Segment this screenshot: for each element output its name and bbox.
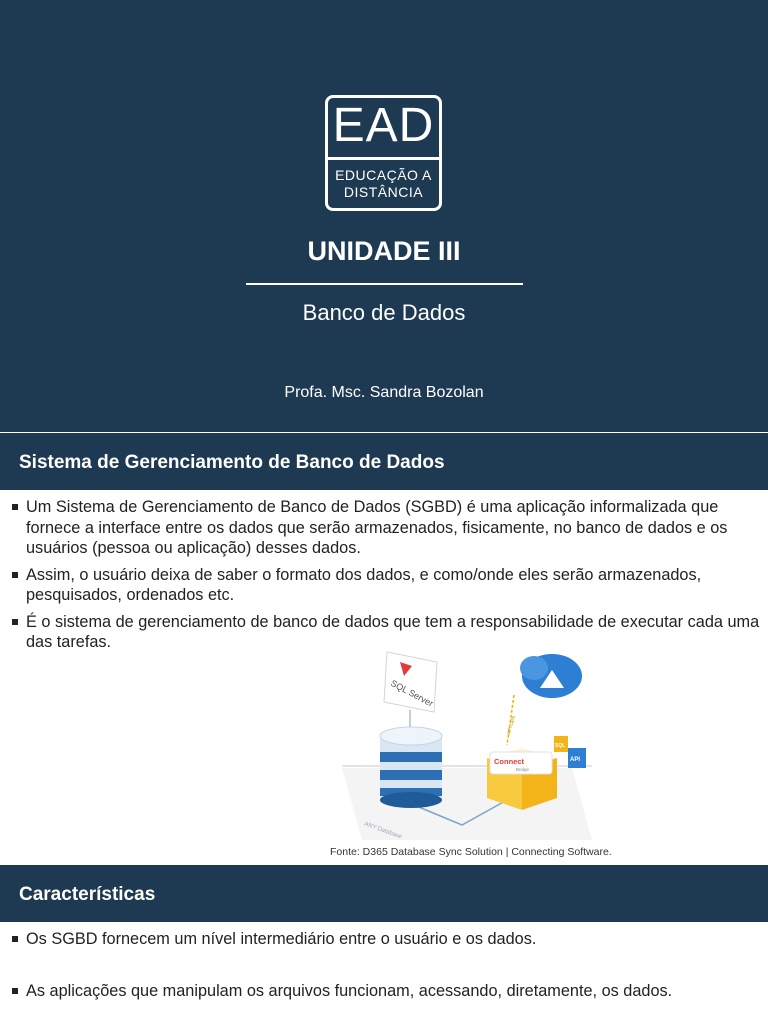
api-tags	[554, 736, 586, 768]
bullet-marker-icon	[12, 619, 18, 625]
database-cylinder-icon	[380, 727, 442, 808]
ead-logo	[325, 95, 442, 211]
cloud-icon	[520, 654, 582, 698]
logo-divider	[328, 157, 439, 160]
logo-line-2: DISTÂNCIA	[343, 184, 424, 200]
bullet-text: As aplicações que manipulam os arquivos funcionam, acessando, diretamente, os dados.	[26, 981, 673, 1000]
list-item	[10, 981, 762, 1002]
logo-main-text: EAD	[332, 99, 435, 152]
unit-title: UNIDADE III	[307, 236, 461, 266]
bullet-text: Um Sistema de Gerenciamento de Banco de Dados (SGBD) é uma aplicação informalizada que fornece a interface entre os dados que serão armazenados, fisicamente, no banco de dados e os usuários (pessoa ou aplicação) desses dados.	[26, 498, 728, 557]
db-bottom	[380, 792, 442, 808]
bullet-marker-icon	[12, 572, 18, 578]
api-calls-label: API calls	[506, 715, 517, 736]
bullet-text: Os SGBD fornecem um nível intermediário entre o usuário e os dados.	[26, 930, 537, 948]
list-item	[10, 497, 762, 559]
database-sync-illustration	[342, 640, 592, 845]
bullet-marker-icon	[12, 988, 18, 994]
bullet-marker-icon	[12, 936, 18, 942]
slide2-title: Características	[19, 884, 156, 905]
logo-subtitle	[328, 167, 439, 201]
slide2-bullet-list	[10, 929, 762, 1001]
connect-bridge-icon	[487, 748, 557, 810]
slide1-header	[0, 433, 768, 490]
connect-label: Connect	[494, 757, 524, 766]
sql-tag-label: SQL	[555, 743, 566, 749]
logo-line-1: EDUCAÇÃO A	[335, 167, 432, 183]
sql-server-label: SQL Server	[389, 677, 435, 709]
cloud-puff	[520, 656, 548, 680]
sql-server-card	[384, 652, 437, 732]
cover-slide	[0, 0, 768, 432]
bridge-label: Bridge	[516, 767, 530, 772]
illustration-svg	[342, 640, 592, 845]
bullet-marker-icon	[12, 504, 18, 510]
figure-caption: Fonte: D365 Database Sync Solution | Connecting Software.	[330, 846, 612, 858]
title-divider	[246, 283, 523, 285]
db-band-2	[380, 770, 442, 780]
list-item	[10, 565, 762, 606]
bullet-text: Assim, o usuário deixa de saber o formato dos dados, e como/onde eles serão armazenados, pesquisados, ordenados etc.	[26, 565, 702, 604]
db-band-1	[380, 752, 442, 762]
db-top	[380, 727, 442, 745]
author-name: Profa. Msc. Sandra Bozolan	[284, 384, 484, 401]
bullet-text: É o sistema de gerenciamento de banco de dados que tem a responsabilidade de executar cada uma das tarefas.	[26, 612, 760, 651]
slide1-title: Sistema de Gerenciamento de Banco de Dados	[19, 452, 445, 473]
api-tag-label: API	[570, 757, 581, 763]
slide1-bullet-list	[10, 497, 762, 653]
list-item	[10, 929, 762, 950]
slide2-header	[0, 865, 768, 922]
db-label: ANY Database	[363, 821, 403, 841]
course-subtitle: Banco de Dados	[302, 300, 466, 325]
